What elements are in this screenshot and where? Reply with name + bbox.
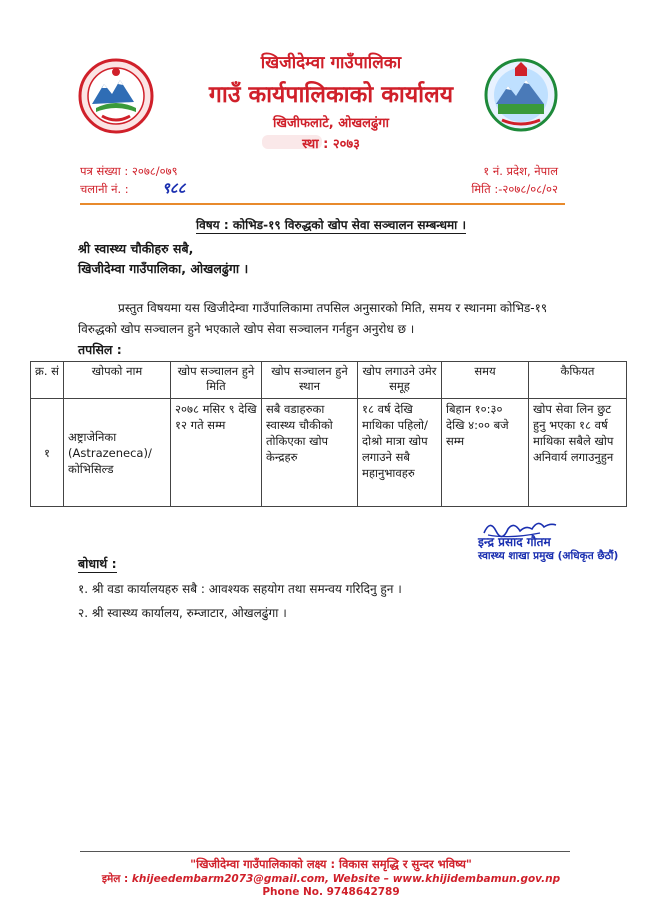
office-address: खिजीफलाटे, ओखलढुंगा — [273, 116, 389, 131]
header-location: खोप सञ्चालन हुने स्थान — [262, 362, 358, 399]
org-name: खिजीदेम्वा गाउँपालिका — [260, 53, 402, 73]
cell-location: सबै वडाहरुका स्वास्थ्य चौकीको तोकिएका खोप केन्द्रहरु — [262, 399, 358, 507]
footer-contact — [0, 872, 662, 886]
email-link[interactable]: khijeedembarm2073@gmail.com, — [131, 873, 329, 885]
table-row — [31, 399, 627, 507]
footer-motto: "खिजीदेम्वा गाउँपालिकाको लक्ष्य : विकास समृद्धि र सुन्दर भविष्य" — [190, 857, 472, 871]
cell-vaccine-name: अष्ट्राजेनिका (Astrazeneca)/ कोभिसिल्ड — [64, 399, 171, 507]
province-label: १ नं. प्रदेश, नेपाल — [483, 164, 558, 178]
details-label: तपसिल : — [78, 342, 122, 357]
table-header-row — [31, 362, 627, 399]
header-serial: क्र. सं — [31, 362, 64, 399]
cell-serial: १ — [31, 399, 64, 507]
established-year: स्था : २०७३ — [302, 137, 360, 152]
website-link[interactable]: www.khijidembamun.gov.np — [392, 873, 561, 885]
footer-divider — [80, 851, 570, 852]
footer-phone: Phone No. 9748642789 — [262, 886, 400, 898]
subject-text: कोभिड-१९ विरुद्धको खोप सेवा सञ्चालन सम्बन्धमा । — [232, 218, 467, 232]
subject-line — [0, 216, 662, 233]
recipient-line-2: खिजीदेम्वा गाउँपालिका, ओखलढुंगा । — [78, 261, 249, 276]
letter-date: मिति :-२०७८/०८/०२ — [471, 182, 558, 196]
dispatch-number-handwritten: ९८८ — [162, 179, 186, 197]
cc-item-2: २. श्री स्वास्थ्य कार्यालय, रुम्जाटार, ओखलढुंगा । — [78, 606, 287, 620]
header-time: समय — [442, 362, 529, 399]
header-vaccine-name: खोपको नाम — [64, 362, 171, 399]
cell-time: बिहान १०:३० देखि ४:०० बजे सम्म — [442, 399, 529, 507]
header-remarks: कैफियत — [529, 362, 627, 399]
body-paragraph: प्रस्तुत विषयमा यस खिजीदेम्वा गाउँपालिकामा तपसिल अनुसारको मिति, समय र स्थानमा कोभिड-१९ विरुद्धको खोप सञ्चालन हुने भएकाले खोप सेवा सञ्चालन गर्नहुन अनुरोध छ । — [78, 301, 548, 336]
cell-remarks: खोप सेवा लिन छुट हुनु भएका १८ वर्ष माथिका सबैले खोप अनिवार्य लगाउनुहुन — [529, 399, 627, 507]
cc-item-1: १. श्री वडा कार्यालयहरु सबै : आवश्यक सहयोग तथा समन्वय गरिदिनु हुन । — [78, 582, 402, 596]
vaccination-schedule-table — [30, 361, 627, 507]
header-divider — [80, 203, 565, 205]
cc-label: बोधार्थ : — [78, 556, 117, 571]
signatory-name: इन्द्र प्रसाद गौतम — [478, 535, 551, 549]
cell-date: २०७८ मसिर ९ देखि १२ गते सम्म — [171, 399, 262, 507]
subject-label: विषय : — [195, 218, 229, 232]
website-label: Website – — [332, 873, 390, 885]
email-label: इमेल : — [101, 873, 129, 885]
recipient-line-1: श्री स्वास्थ्य चौकीहरु सबै, — [78, 241, 194, 256]
office-title: गाउँ कार्यपालिकाको कार्यालय — [208, 82, 454, 108]
dispatch-label: चलानी नं. : — [80, 182, 129, 196]
signatory-title: स्वास्थ्य शाखा प्रमुख (अधिकृत छैठौं) — [478, 550, 619, 562]
letter-number: पत्र संख्या : २०७८/०७९ — [80, 164, 178, 178]
header-age-group: खोप लगाउने उमेर समूह — [358, 362, 442, 399]
cell-age-group: १८ वर्ष देखि माथिका पहिलो/ दोश्रो मात्रा खोप लगाउने सबै महानुभावहरु — [358, 399, 442, 507]
header-date: खोप सञ्चालन हुने मिति — [171, 362, 262, 399]
